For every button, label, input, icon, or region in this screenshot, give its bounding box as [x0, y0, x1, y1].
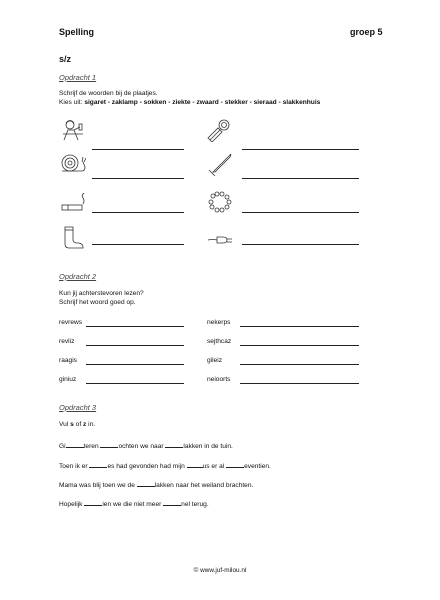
exercise3-instruction: Vul s of z in. [59, 421, 96, 428]
exercise1-heading: Opdracht 1 [59, 73, 97, 82]
reversed-word: revrews [59, 319, 83, 326]
fill-sentence-1: Gi teren ochten we naar lakken in de tuin. [59, 440, 233, 450]
fill-blank[interactable] [89, 460, 107, 468]
answer-line[interactable] [92, 149, 184, 150]
fill-blank[interactable] [66, 440, 84, 448]
exercise1-choices-line [59, 99, 320, 108]
answer-line[interactable] [242, 178, 359, 179]
exercise1-instruction: Schrijf de woorden bij de plaatjes. [59, 90, 158, 97]
exercise3-heading: Opdracht 3 [59, 403, 97, 412]
cigarette-icon [60, 193, 86, 217]
sock-icon [60, 226, 86, 250]
subject-title: Spelling [59, 27, 95, 37]
group-label: groep 5 [350, 27, 383, 37]
answer-line[interactable] [240, 345, 359, 346]
answer-line[interactable] [242, 149, 359, 150]
fill-sentence-3: Mama was blij toen we de lakken naar het weiland brachten. [59, 479, 253, 489]
sick-child-icon [60, 118, 86, 142]
exercise2-heading: Opdracht 2 [59, 272, 97, 281]
necklace-icon [207, 190, 233, 214]
reversed-word: revliz [59, 338, 75, 345]
reversed-word: nekerps [207, 319, 231, 326]
fill-blank[interactable] [100, 440, 118, 448]
word-choices: sigaret - zaklamp - sokken - ziekte - zwaard - stekker - sieraad - slakkenhuis [84, 99, 321, 106]
fill-blank[interactable] [226, 460, 244, 468]
answer-line[interactable] [86, 345, 184, 346]
plug-icon [207, 226, 233, 250]
reversed-word: gileiz [207, 357, 223, 364]
footer-credit: © www.juf-milou.nl [193, 567, 247, 574]
fill-sentence-2: Toen ik er es had gevonden had mijn us er al eventien. [59, 460, 271, 470]
answer-line[interactable] [240, 364, 359, 365]
exercise2-question: Kun jij achterstevoren lezen? [59, 290, 144, 297]
answer-line[interactable] [242, 212, 359, 213]
fill-blank[interactable] [187, 460, 203, 468]
reversed-word: giniuz [59, 376, 77, 383]
fill-blank[interactable] [163, 498, 181, 506]
fill-blank[interactable] [84, 498, 102, 506]
answer-line[interactable] [240, 383, 359, 384]
fill-blank[interactable] [137, 479, 155, 487]
topic-title: s/z [59, 54, 72, 64]
answer-line[interactable] [86, 383, 184, 384]
reversed-word: neioorts [207, 376, 231, 383]
choose-prefix: Kies uit: [59, 99, 83, 106]
snail-icon [60, 152, 86, 176]
reversed-word: sejthcaz [207, 338, 232, 345]
answer-line[interactable] [86, 364, 184, 365]
answer-line[interactable] [240, 326, 359, 327]
reversed-word: raagis [59, 357, 77, 364]
answer-line[interactable] [92, 212, 184, 213]
fill-blank[interactable] [165, 440, 183, 448]
flashlight-icon [207, 118, 233, 142]
answer-line[interactable] [92, 178, 184, 179]
answer-line[interactable] [92, 244, 184, 245]
exercise2-instruction: Schrijf het woord goed op. [59, 299, 136, 306]
answer-line[interactable] [242, 244, 359, 245]
fill-sentence-4: Hopelijk ien we die niet meer nel terug. [59, 498, 209, 508]
answer-line[interactable] [86, 326, 184, 327]
sword-icon [207, 152, 233, 176]
